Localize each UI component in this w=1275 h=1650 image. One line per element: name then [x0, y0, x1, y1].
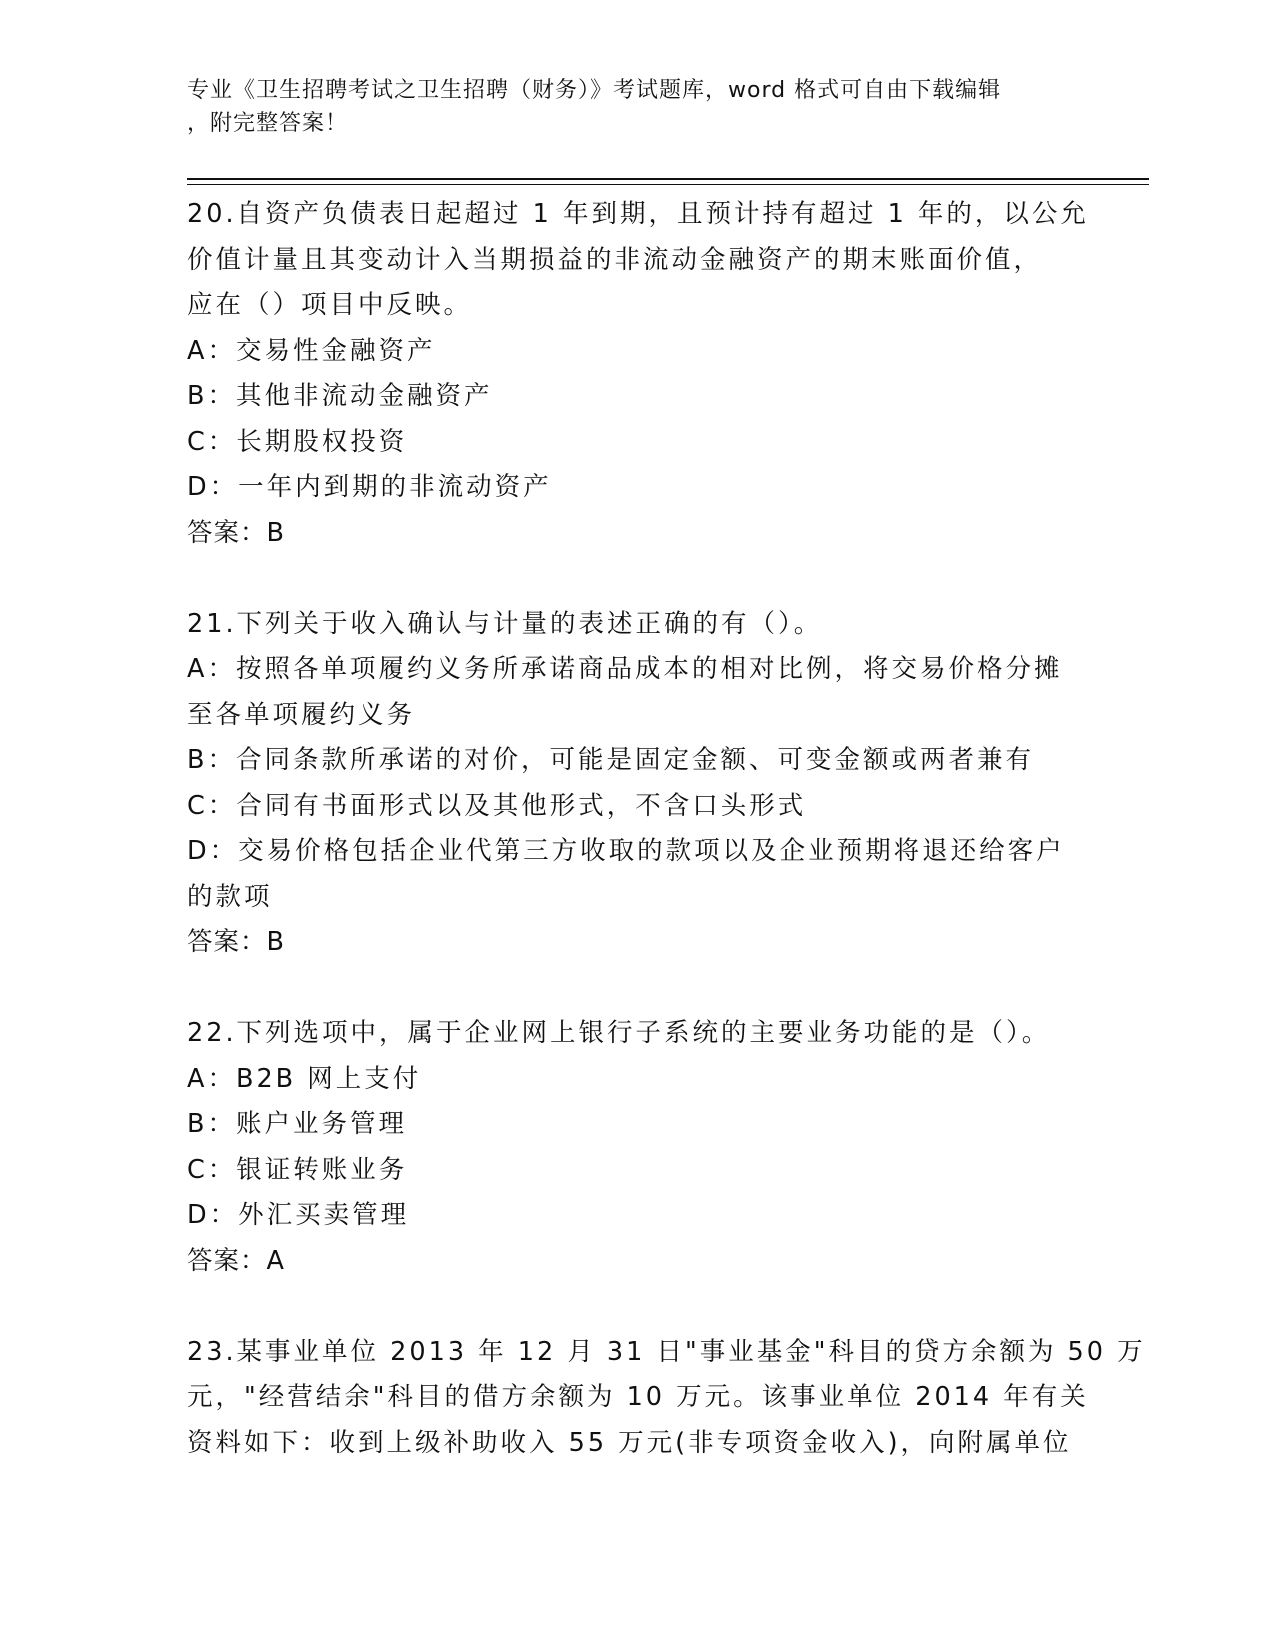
question-stem-line: 应在（）项目中反映。	[187, 290, 473, 320]
question-stem-line: 价值计量且其变动计入当期损益的非流动金融资产的期末账面价值，	[187, 244, 1043, 275]
option-a-continued: 至各单项履约义务	[187, 699, 416, 730]
question-block	[187, 602, 1077, 966]
option-d-continued: 的款项	[187, 881, 273, 912]
question-spacer	[187, 556, 1077, 602]
question-block	[187, 1011, 1077, 1284]
answer-line: 答案：A	[187, 1245, 285, 1276]
option-c: C：合同有书面形式以及其他形式，不含口头形式	[187, 790, 807, 821]
option-b: B：其他非流动金融资产	[187, 381, 493, 411]
question-spacer	[187, 1284, 1077, 1330]
option-b: B：账户业务管理	[187, 1109, 407, 1139]
option-d: D：交易价格包括企业代第三方收取的款项以及企业预期将退还给客户	[187, 836, 1065, 866]
question-stem-line: 21.下列关于收入确认与计量的表述正确的有（）。	[187, 608, 823, 639]
option-a: A：按照各单项履约义务所承诺商品成本的相对比例，将交易价格分摊	[187, 654, 1063, 684]
question-block	[187, 192, 1089, 556]
question-stem-line: 元，"经营结余"科目的借方余额为 10 万元。该事业单位 2014 年有关	[187, 1382, 1089, 1412]
question-block	[187, 1330, 1146, 1467]
header-line-2: ，附完整答案！	[187, 111, 349, 136]
option-a: A：交易性金融资产	[187, 335, 436, 366]
header-divider-thin	[187, 184, 1149, 185]
question-list	[187, 192, 1146, 1466]
question-stem-line: 23.某事业单位 2013 年 12 月 31 日"事业基金"科目的贷方余额为 50 万	[187, 1336, 1146, 1367]
question-stem-line: 22.下列选项中，属于企业网上银行子系统的主要业务功能的是（）。	[187, 1018, 1051, 1048]
question-stem-line: 20.自资产负债表日起超过 1 年到期，且预计持有超过 1 年的，以公允	[187, 199, 1089, 229]
answer-line: 答案：B	[187, 517, 285, 548]
option-a: A：B2B 网上支付	[187, 1063, 422, 1094]
option-c: C：长期股权投资	[187, 426, 408, 457]
answer-line: 答案：B	[187, 927, 285, 957]
option-d: D：外汇买卖管理	[187, 1200, 410, 1230]
option-b: B：合同条款所承诺的对价，可能是固定金额、可变金额或两者兼有	[187, 745, 1034, 775]
option-c: C：银证转账业务	[187, 1154, 408, 1185]
header-line-1: 专业《卫生招聘考试之卫生招聘（财务）》考试题库，word 格式可自由下载编辑	[187, 78, 1002, 103]
page-header	[187, 74, 1067, 140]
header-divider-thick	[187, 178, 1149, 180]
question-spacer	[187, 966, 1077, 1012]
option-d: D：一年内到期的非流动资产	[187, 472, 552, 502]
question-stem-line: 资料如下：收到上级补助收入 55 万元(非专项资金收入)，向附属单位	[187, 1427, 1072, 1458]
